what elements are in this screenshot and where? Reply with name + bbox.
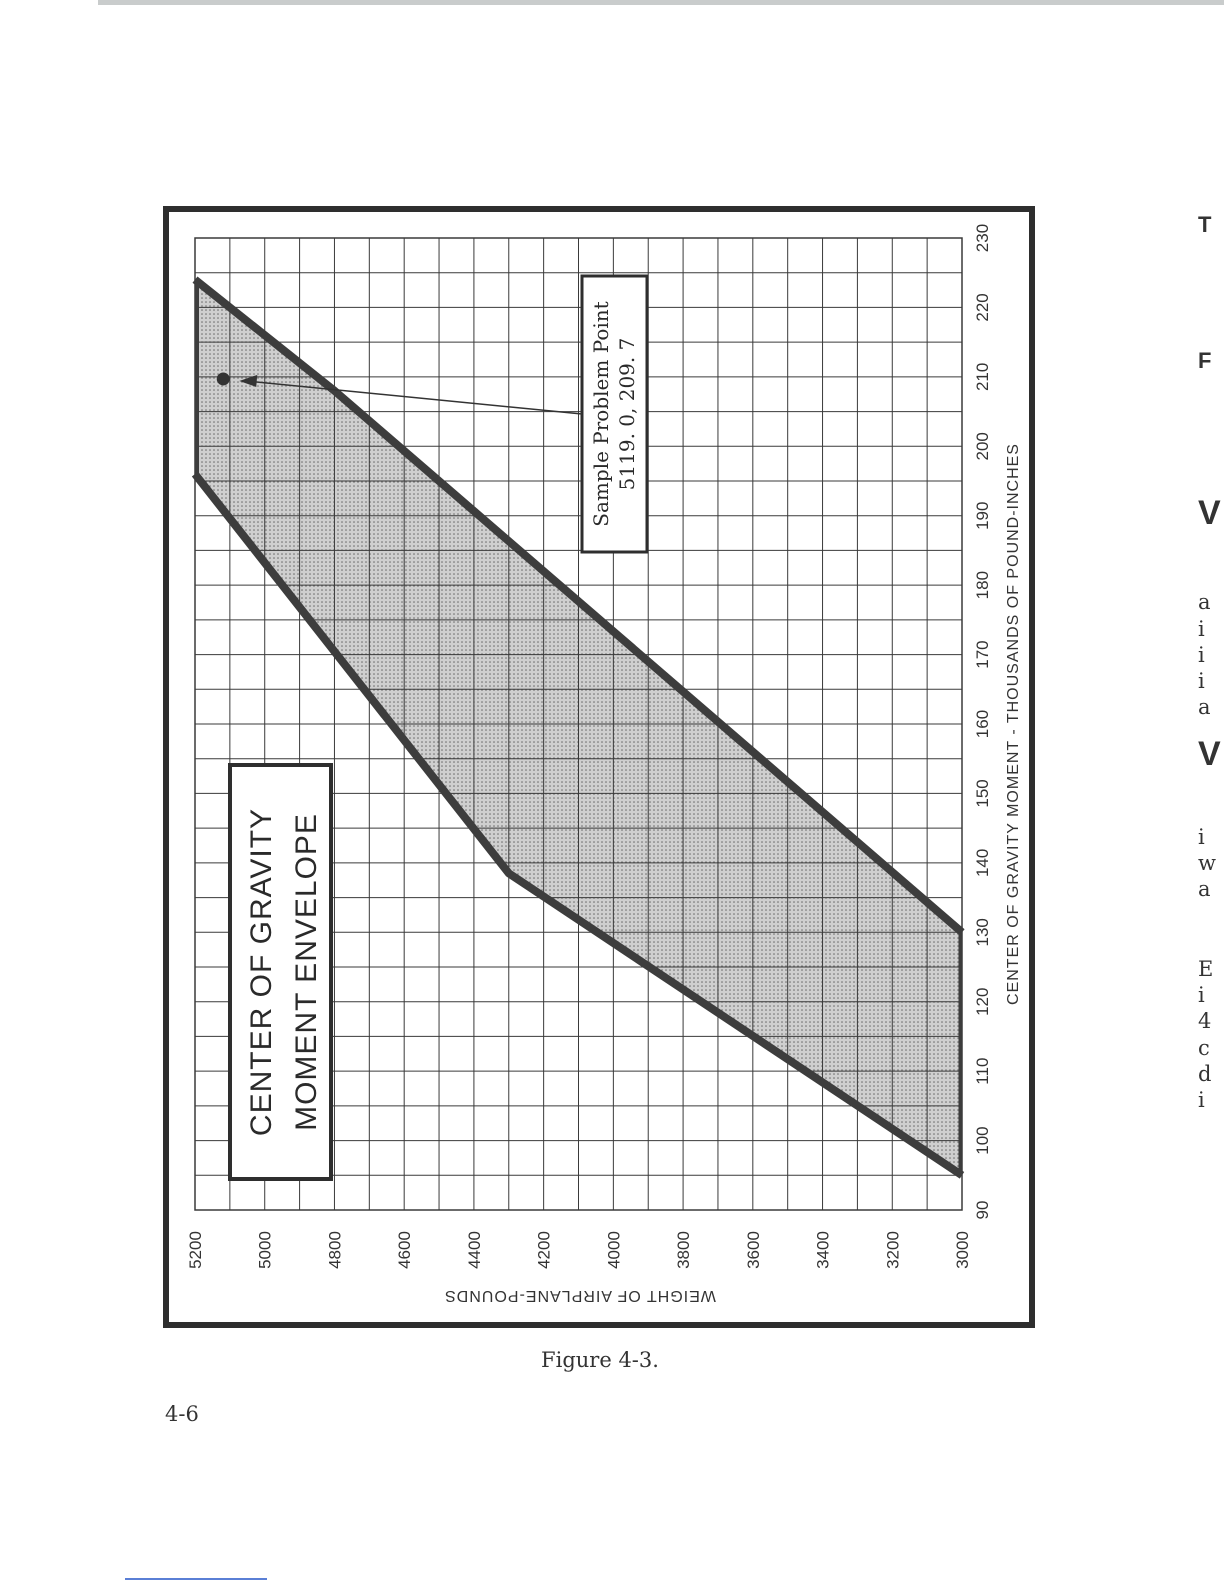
margin-letter: a <box>1198 590 1211 614</box>
chart-title-line1: CENTER OF GRAVITY <box>245 807 278 1137</box>
weight-tick-label: 3600 <box>743 1231 763 1269</box>
margin-letter: i <box>1198 1088 1205 1112</box>
moment-tick-label: 130 <box>973 918 992 947</box>
weight-tick-label: 4000 <box>604 1231 624 1269</box>
margin-letter: 4 <box>1198 1009 1212 1033</box>
moment-tick-label: 170 <box>973 640 992 669</box>
weight-axis-title: WEIGHT OF AIRPLANE-POUNDS <box>444 1287 716 1304</box>
moment-tick-label: 120 <box>973 987 992 1016</box>
weight-tick-label: 3800 <box>674 1231 694 1269</box>
moment-tick-label: 100 <box>973 1126 992 1155</box>
moment-tick-label: 160 <box>973 709 992 739</box>
annotation-label-line2: 5119. 0, 209. 7 <box>615 337 639 491</box>
moment-tick-label: 210 <box>973 362 992 392</box>
moment-tick-label: 90 <box>973 1200 992 1220</box>
weight-tick-label: 5200 <box>186 1231 205 1269</box>
margin-letter: i <box>1198 825 1205 849</box>
margin-letter: w <box>1198 851 1216 875</box>
margin-letter: i <box>1198 983 1205 1007</box>
page-number: 4-6 <box>165 1402 199 1426</box>
margin-letter: V <box>1198 735 1221 773</box>
margin-letter: i <box>1198 617 1205 641</box>
weight-tick-label: 4200 <box>534 1231 554 1269</box>
moment-tick-label: 220 <box>973 293 992 322</box>
weight-tick-label: 3400 <box>813 1231 833 1269</box>
moment-tick-label: 140 <box>973 848 992 878</box>
moment-tick-label: 190 <box>973 501 992 530</box>
margin-letter: c <box>1198 1036 1210 1060</box>
weight-tick-label: 4400 <box>464 1231 484 1269</box>
weight-tick-label: 3200 <box>883 1231 903 1269</box>
margin-letter: T <box>1198 212 1212 237</box>
weight-tick-label: 4800 <box>325 1231 345 1269</box>
bottom-link-underline <box>125 1578 267 1580</box>
margin-letter: a <box>1198 695 1211 719</box>
margin-letter: F <box>1198 348 1212 373</box>
margin-letter: V <box>1198 494 1221 532</box>
weight-tick-label: 5000 <box>255 1231 275 1269</box>
sample-problem-point <box>217 372 230 385</box>
moment-tick-label: 110 <box>973 1057 992 1085</box>
margin-letter: d <box>1198 1062 1212 1086</box>
moment-tick-label: 200 <box>973 432 992 461</box>
weight-tick-label: 3000 <box>953 1231 972 1269</box>
moment-tick-label: 230 <box>973 223 992 253</box>
moment-tick-label: 180 <box>973 570 992 600</box>
margin-letter: i <box>1198 643 1205 667</box>
weight-tick-label: 4600 <box>395 1231 415 1269</box>
margin-letter: i <box>1198 669 1205 693</box>
margin-letter: E <box>1198 957 1214 981</box>
chart-title-line2: MOMENT ENVELOPE <box>290 813 323 1131</box>
figure-caption: Figure 4-3. <box>541 1348 659 1372</box>
moment-tick-label: 150 <box>973 779 992 808</box>
moment-axis-title: CENTER OF GRAVITY MOMENT - THOUSANDS OF POUND-INCHES <box>1005 443 1022 1005</box>
annotation-label-line1: Sample Problem Point <box>589 301 613 527</box>
margin-letter: a <box>1198 877 1211 901</box>
